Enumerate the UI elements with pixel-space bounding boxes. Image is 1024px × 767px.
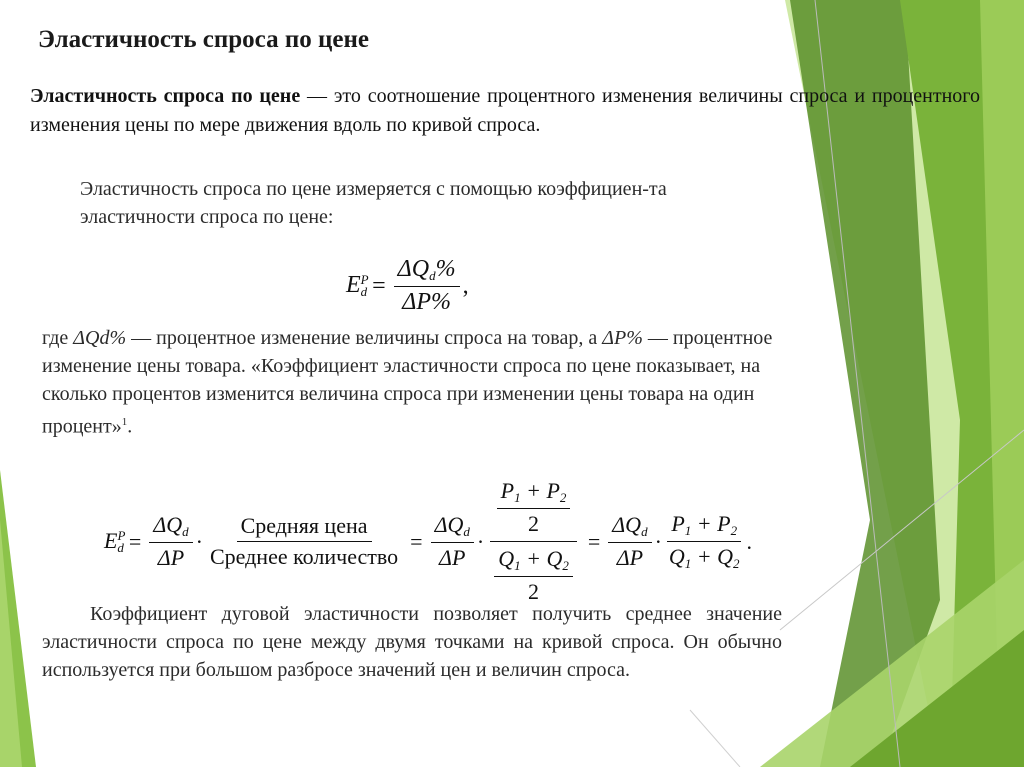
formula2-frac-sums: $\frac{P_1 + P_2}{Q_1 + Q_2}$ — [668, 511, 740, 571]
formula2-lhs: $E^P_d$ — [104, 527, 126, 555]
arc-elasticity-formula: $E^P_d$ = $\frac{\Delta Q_d}{\Delta P}$ · $\frac{\text{Средняя цена}}{\text{Среднее количество}}$ = $\frac{\Delta Q_d}{\Delta P}$ · $\frac{\frac{P_1 + P_2}{2}}{\frac{Q_1 + Q_2}{2}}$ = $\frac{\Delta Q_d}{\Delta P}$ · $\frac{P_1 + P_2}{Q_1 + Q_2}$ . — [104, 478, 753, 604]
intro-definition — [30, 82, 980, 140]
formula2-frac-compound: $\frac{\frac{P_1 + P_2}{2}}{\frac{Q_1 + Q_2}{2}}$ — [487, 478, 580, 605]
formula1-eq: = — [372, 272, 386, 299]
formula1-tail: , — [462, 272, 469, 299]
formula2-frac-dq-dp-2: $\frac{\Delta Q_d}{\Delta P}$ — [431, 512, 474, 571]
formula2-frac-dq-dp: $\frac{\Delta Q_d}{\Delta P}$ — [149, 512, 192, 571]
intro-term: Эластичность спроса по цене — [30, 85, 301, 107]
formula1-fraction: $\frac{\Delta Q_d\%}{\Delta P\%}$ — [394, 256, 460, 316]
formula2-frac-dq-dp-3: $\frac{\Delta Q_d}{\Delta P}$ — [608, 512, 651, 571]
slide-title: Эластичность спроса по цене — [38, 26, 369, 53]
scan-paragraph-1: Эластичность спроса по цене измеряется с помощью коэффициен-та эластичности спроса по цене: — [80, 178, 667, 228]
intro-text: — это соотношение процентного изменения величины спроса и процентного изменения цены по мере движения вдоль по кривой спроса. — [30, 85, 981, 136]
formula2-frac-averages: $\frac{\text{Средняя цена}}{\text{Среднее количество}}$ — [209, 513, 399, 569]
formula1-lhs: $E^P_d$ — [346, 272, 369, 299]
scan-paragraph-2: где ΔQd% — процентное изменение величины спроса на товар, а ΔP% — процентное изменение цены товара. «Коэффициент эластичности спроса по цене показывает, на сколько процентов изменится величина спроса при изменении цены товара на один процент»$^1$. — [42, 327, 773, 438]
scan-paragraph-3: Коэффициент дуговой эластичности позволяет получить среднее значение эластичности спроса по цене между двумя точками на кривой спроса. Он обычно используется при большом разбросе значений цен и величин спроса. — [42, 603, 782, 681]
elasticity-formula — [346, 256, 469, 316]
